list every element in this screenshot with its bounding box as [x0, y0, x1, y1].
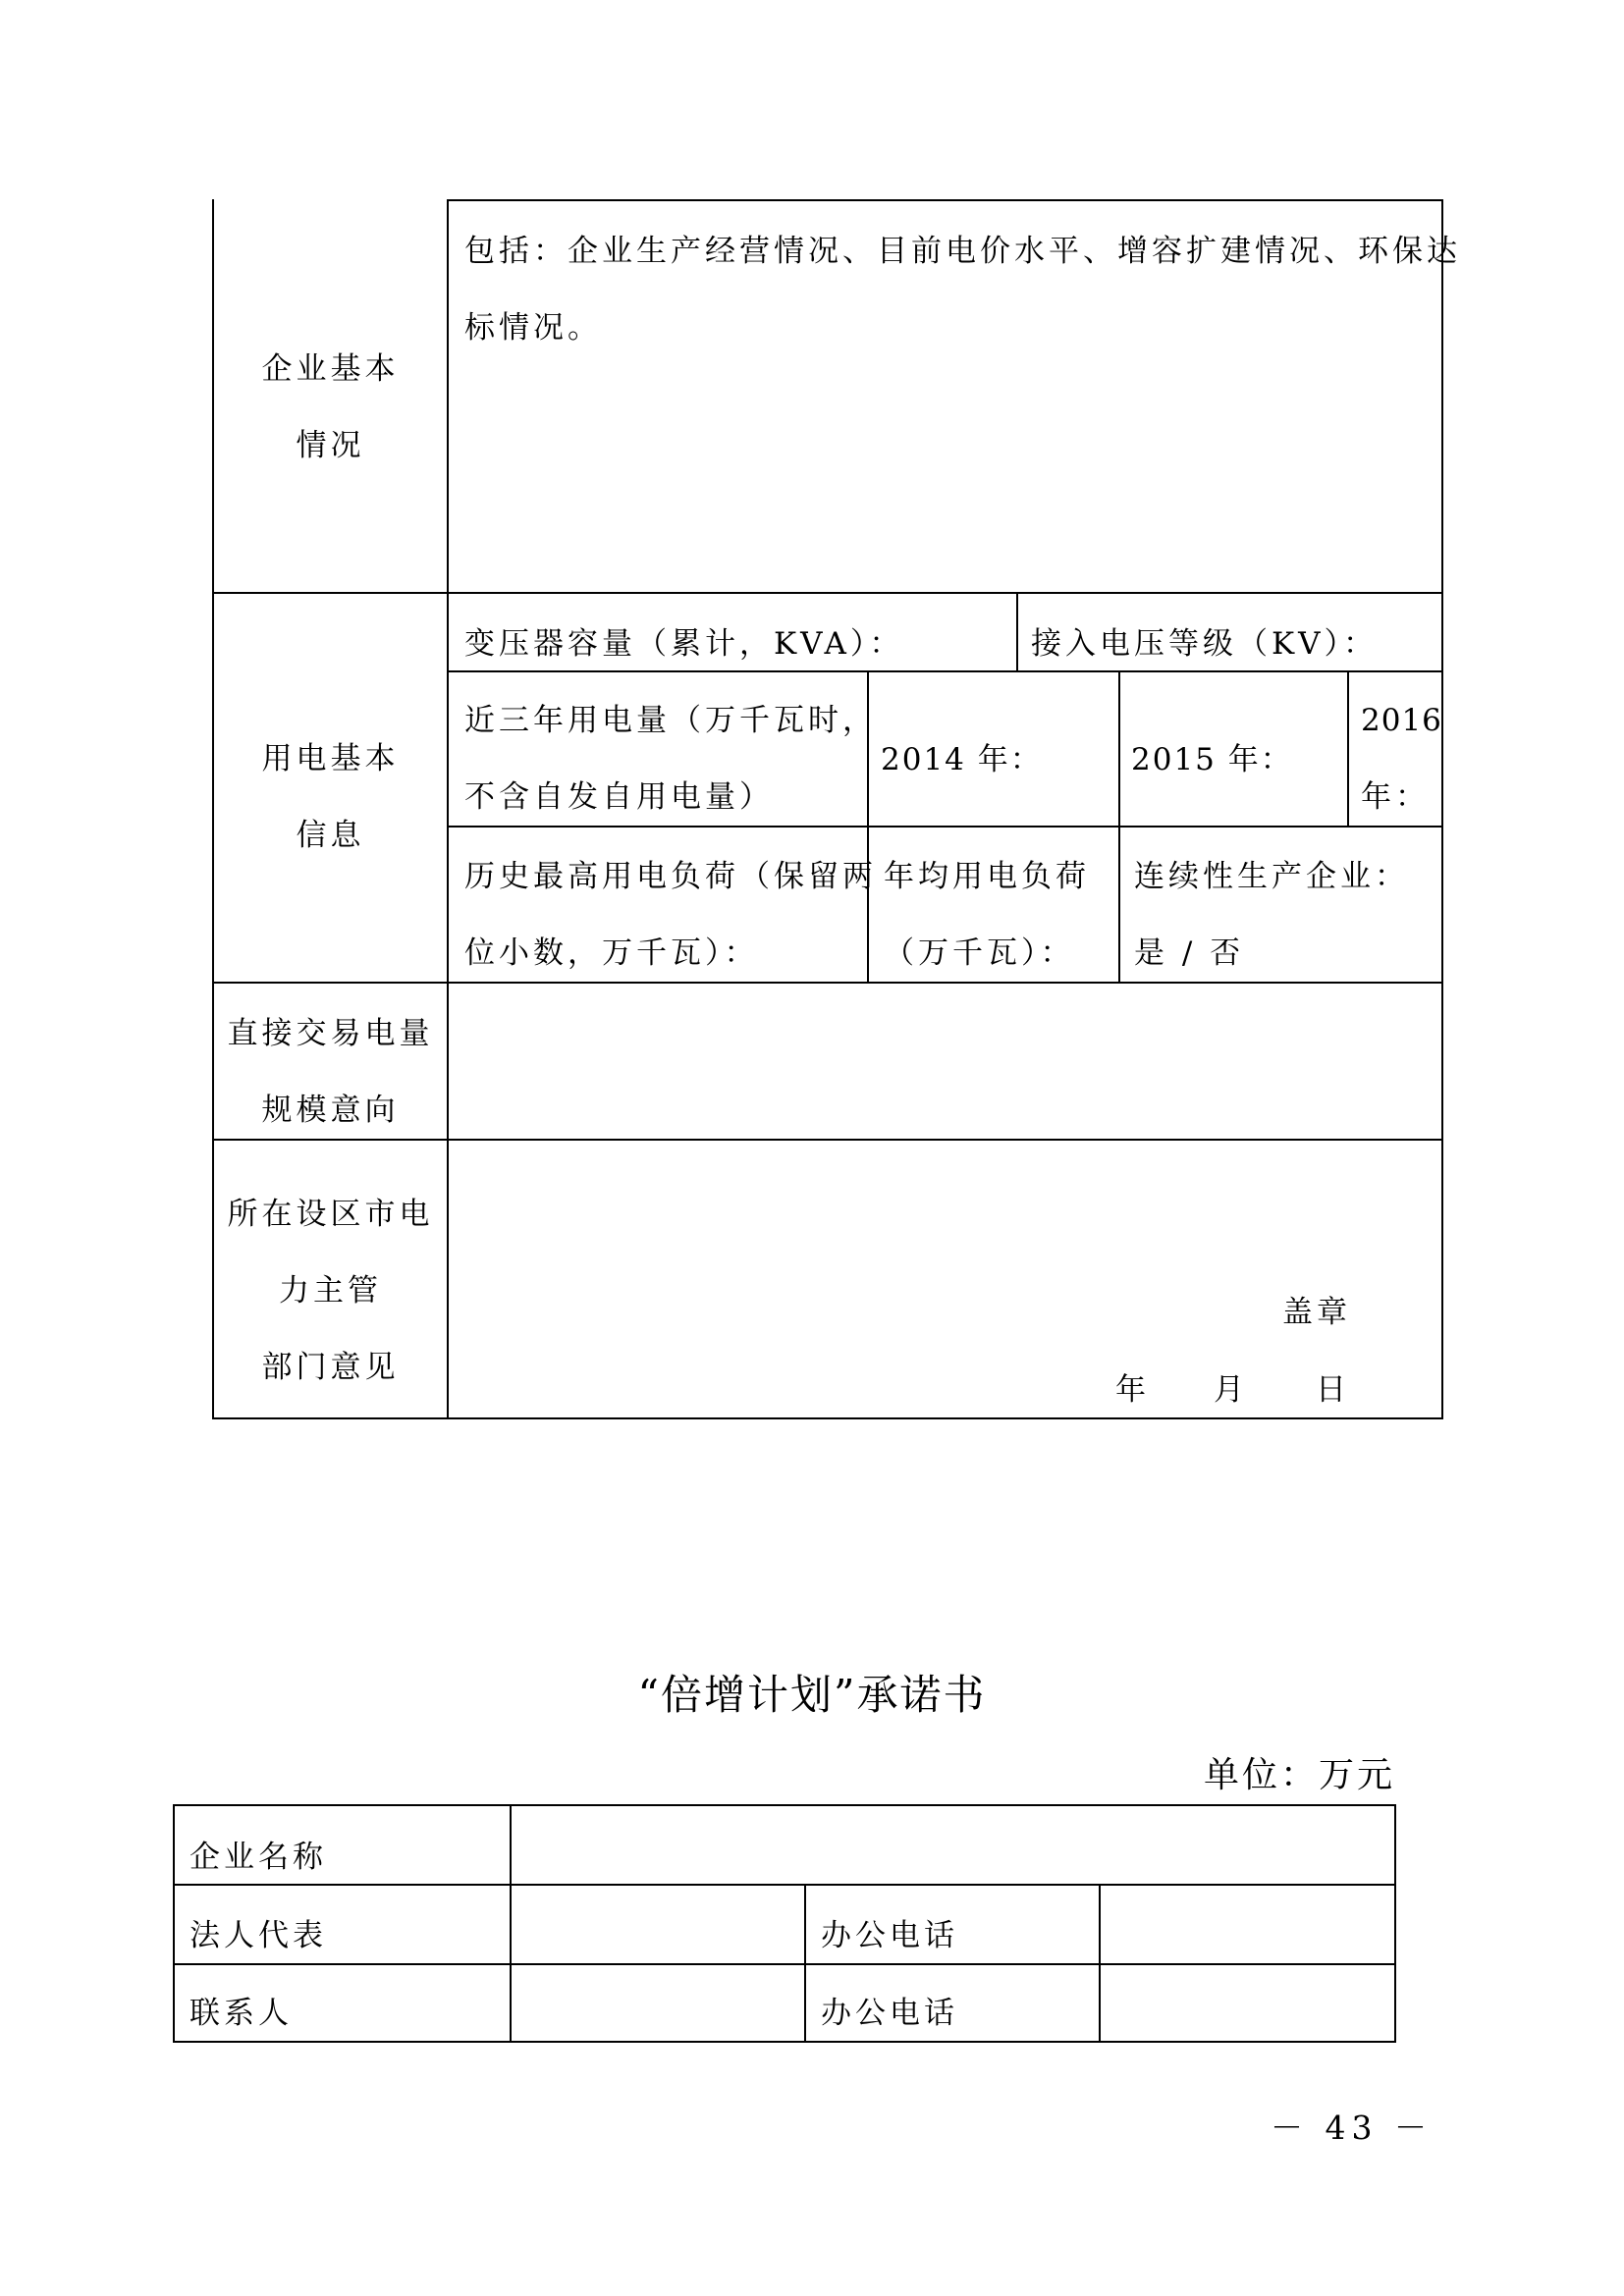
label-office-phone: 办公电话	[821, 1996, 958, 2031]
table-border	[212, 1139, 1443, 1141]
enterprise-basic-description: 标情况。	[464, 310, 602, 346]
label-contact-person: 联系人	[189, 1996, 293, 2031]
enterprise-basic-description: 包括：企业生产经营情况、目前电价水平、增容扩建情况、环保达	[464, 234, 1461, 269]
field-voltage-level: 接入电压等级（KV）：	[1031, 626, 1379, 662]
table-border	[447, 199, 449, 1419]
table-border	[447, 670, 1443, 672]
table-border	[173, 2041, 1396, 2043]
table-border	[1394, 1804, 1396, 2043]
table-border	[173, 1963, 1396, 1965]
table-border	[447, 199, 1443, 201]
label-department-opinion: 部门意见	[261, 1350, 400, 1385]
label-company-name: 企业名称	[189, 1840, 327, 1875]
table-border	[212, 982, 1443, 984]
table-border	[173, 1804, 1396, 1806]
office-phone-value[interactable]	[1102, 1887, 1393, 1962]
label-power-basic: 信息	[296, 818, 365, 853]
page-number: － 43 －	[1271, 2109, 1433, 2147]
label-direct-trade: 规模意向	[261, 1093, 400, 1128]
field-max-load: 历史最高用电负荷（保留两	[464, 859, 877, 894]
label-direct-trade: 直接交易电量	[227, 1016, 434, 1051]
table-border	[1118, 670, 1120, 983]
table-border	[1347, 670, 1349, 827]
label-legal-representative: 法人代表	[189, 1918, 327, 1953]
label-power-basic: 用电基本	[261, 741, 400, 776]
date-day: 日	[1316, 1372, 1350, 1408]
table-border	[173, 1804, 175, 2043]
label-enterprise-basic: 情况	[296, 428, 365, 463]
date-month: 月	[1214, 1372, 1248, 1408]
table-border	[1099, 1884, 1101, 2043]
seal-label: 盖章	[1282, 1295, 1351, 1330]
date-year: 年	[1115, 1372, 1150, 1408]
field-usage-2016: 2016	[1361, 703, 1442, 738]
contact-person-value[interactable]	[513, 1966, 803, 2040]
table-border	[510, 1804, 512, 2043]
field-avg-load: 年均用电负荷	[884, 859, 1090, 894]
unit-label: 单位：万元	[1204, 1755, 1396, 1795]
commitment-title: “倍增计划”承诺书	[637, 1671, 987, 1719]
legal-representative-value[interactable]	[513, 1887, 803, 1962]
table-border	[1441, 199, 1443, 1419]
field-usage-2016: 年：	[1361, 779, 1430, 815]
label-department-opinion: 所在设区市电	[227, 1197, 434, 1232]
field-continuous-production: 连续性生产企业：	[1134, 859, 1409, 894]
field-continuous-production: 是 / 否	[1134, 935, 1245, 971]
company-name-value[interactable]	[513, 1807, 1393, 1883]
field-usage-2015: 2015 年：	[1131, 742, 1293, 777]
table-border	[212, 1417, 1443, 1419]
field-three-year-usage: 不含自发自用电量）	[464, 779, 774, 815]
field-usage-2014: 2014 年：	[881, 742, 1043, 777]
table-border	[804, 1884, 806, 2043]
table-border	[447, 826, 1443, 828]
table-border	[212, 592, 1443, 594]
field-max-load: 位小数，万千瓦）：	[464, 935, 759, 971]
table-border	[173, 1884, 1396, 1886]
table-border	[1016, 592, 1018, 671]
field-avg-load: （万千瓦）：	[884, 935, 1075, 971]
contact-phone-value[interactable]	[1102, 1966, 1393, 2040]
label-department-opinion: 力主管	[279, 1273, 382, 1308]
label-office-phone: 办公电话	[821, 1918, 958, 1953]
label-enterprise-basic: 企业基本	[261, 351, 400, 387]
field-transformer-capacity: 变压器容量（累计，KVA）：	[464, 626, 904, 662]
field-three-year-usage: 近三年用电量（万千瓦时，	[464, 703, 877, 738]
